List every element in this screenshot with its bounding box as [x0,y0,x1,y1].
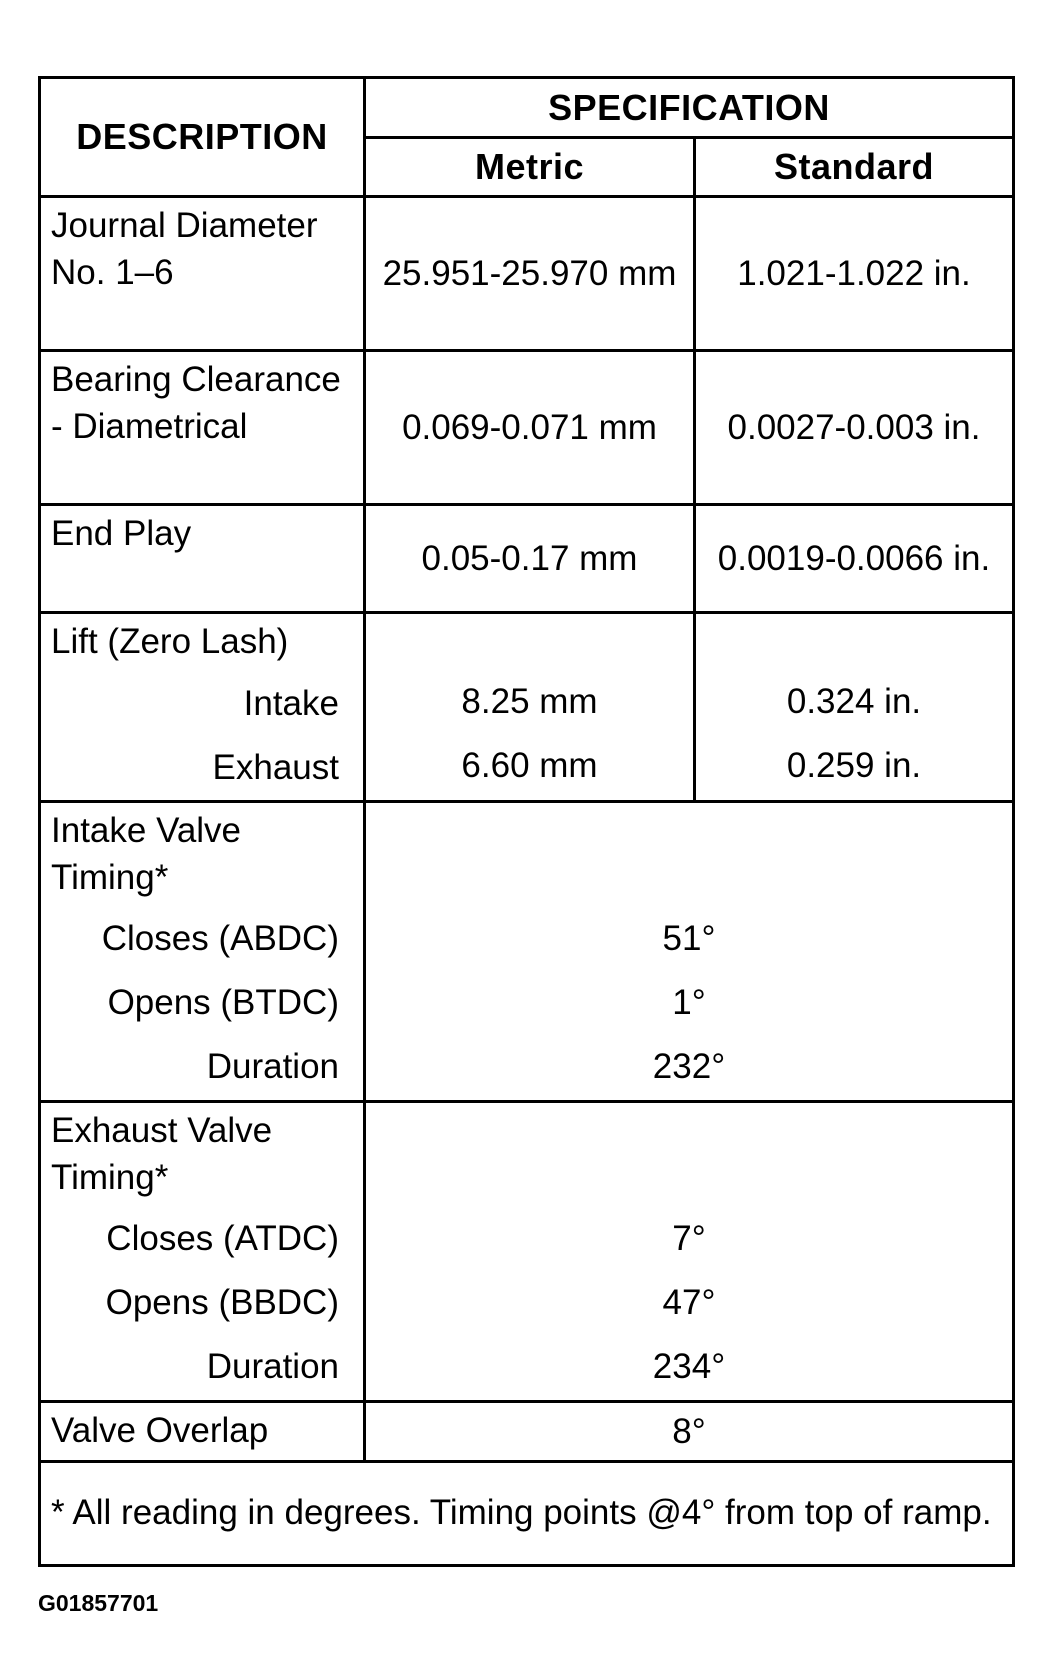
standard-value: 0.0019-0.0066 in. [695,505,1014,613]
exhaust-opens-value: 47° [662,1283,716,1322]
table-row [40,505,1014,613]
standard-header: Standard [695,138,1014,197]
lift-heading: Lift (Zero Lash) [51,622,289,661]
description-header: DESCRIPTION [40,78,365,197]
intake-timing-heading: Intake Valve Timing* [51,811,242,897]
intake-timing-values [366,803,1012,1099]
metric-header: Metric [365,138,695,197]
intake-duration-label: Duration [206,1047,339,1086]
exhaust-opens-label: Opens (BBDC) [105,1283,339,1322]
standard-value: 1.021-1.022 in. [695,197,1014,351]
exhaust-duration-value: 234° [652,1347,726,1386]
exhaust-closes-value: 7° [672,1219,706,1258]
metric-value: 25.951-25.970 mm [365,197,695,351]
intake-opens-label: Opens (BTDC) [107,983,339,1022]
intake-opens-value: 1° [672,983,706,1022]
intake-closes-label: Closes (ABDC) [101,919,339,958]
row-description: Journal Diameter No. 1–6 [40,197,365,351]
valve-overlap-label: Valve Overlap [40,1402,365,1462]
lift-intake-standard: 0.324 in. [786,682,922,721]
valve-overlap-value: 8° [365,1402,1014,1462]
exhaust-timing-values [366,1103,1012,1399]
table-row [40,197,1014,351]
intake-closes-value: 51° [662,919,716,958]
standard-value: 0.0027-0.003 in. [695,351,1014,505]
lift-exhaust-label: Exhaust [212,748,339,787]
lift-intake-metric: 8.25 mm [461,682,598,721]
row-description: Bearing Clearance - Diametrical [40,351,365,505]
footnote-row [40,1462,1014,1566]
exhaust-timing-row [40,1102,1014,1402]
footnote: * All reading in degrees. Timing points @4° from top of ramp. [40,1462,1014,1566]
metric-value: 0.069-0.071 mm [365,351,695,505]
exhaust-timing-description [41,1103,363,1399]
specification-header: SPECIFICATION [365,78,1014,138]
intake-timing-row [40,802,1014,1102]
lift-standard-values [696,614,1012,798]
valve-overlap-row [40,1402,1014,1462]
exhaust-duration-label: Duration [206,1347,339,1386]
lift-intake-label: Intake [243,684,339,723]
exhaust-timing-heading: Exhaust Valve Timing* [51,1111,273,1197]
lift-exhaust-metric: 6.60 mm [461,746,598,785]
row-description: End Play [40,505,365,613]
lift-metric-values [366,614,693,798]
intake-timing-description [41,803,363,1099]
exhaust-closes-label: Closes (ATDC) [106,1219,339,1258]
lift-exhaust-standard: 0.259 in. [786,746,922,785]
intake-duration-value: 232° [652,1047,726,1086]
metric-value: 0.05-0.17 mm [365,505,695,613]
table-row [40,351,1014,505]
spec-table-frame [38,76,1012,1567]
figure-id: G01857701 [38,1590,159,1616]
lift-description [41,614,363,800]
lift-row [40,613,1014,802]
camshaft-spec-table [38,76,1015,1567]
